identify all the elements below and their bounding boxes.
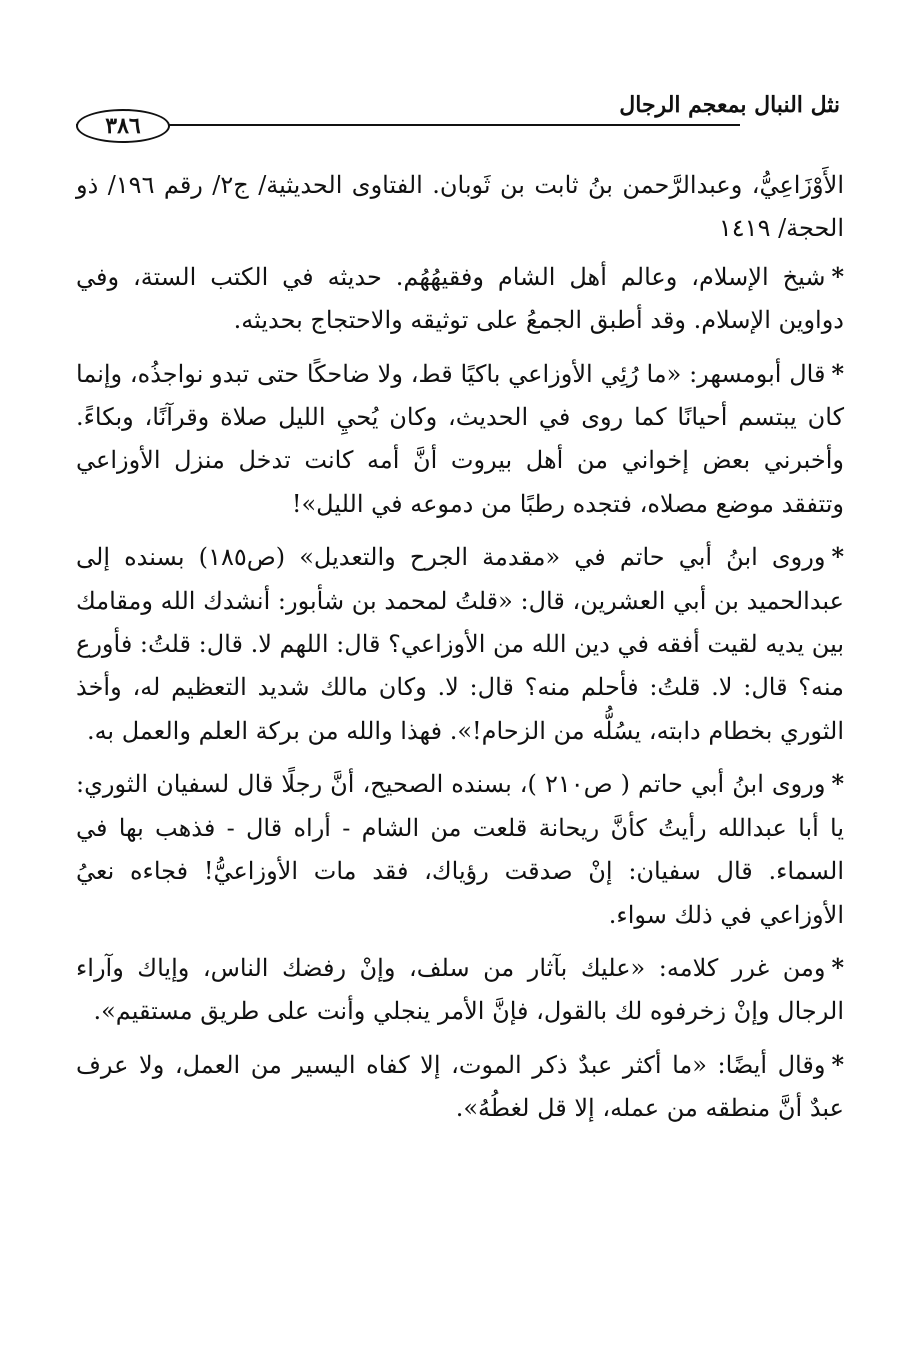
paragraph-text: شيخ الإسلام، وعالم أهل الشام وفقيهُهُم. حديثه في الكتب الستة، وفي دواوين الإسلام. وقد أطبق الجمعُ على توثيقه والاحتجاج بحديثه. — [76, 262, 844, 335]
asterisk-marker: * — [831, 542, 845, 572]
paragraph — [76, 352, 844, 527]
paragraph-continuation — [76, 164, 844, 251]
paragraph-text: ومن غرر كلامه: «عليك بآثار من سلف، وإنْ رفضك الناس، وإياك وآراء الرجال وإنْ زخرفوه لك بالقول، فإنَّ الأمر ينجلي وأنت على طريق مستقيم». — [76, 953, 844, 1026]
paragraph-text: وروى ابنُ أبي حاتم ( ص٢١٠ )، بسنده الصحيح، أنَّ رجلًا قال لسفيان الثوري: يا أبا عبدالله رأيتُ كأنَّ ريحانة قلعت من الشام - أراه قال - فذهب بها في السماء. قال سفيان: إنْ صدقت رؤياك، فقد مات الأوزاعيُّ! فجاءه نعيُ الأوزاعي في ذلك سواء. — [76, 770, 844, 929]
paragraph — [76, 535, 844, 753]
paragraph — [76, 946, 844, 1034]
paragraph — [76, 1043, 844, 1131]
asterisk-marker: * — [831, 769, 845, 799]
asterisk-marker: * — [831, 1049, 844, 1079]
paragraph-text: وقال أيضًا: «ما أكثر عبدٌ ذكر الموت، إلا كفاه اليسير من العمل، ولا عرف عبدٌ أنَّ منطقه من عمله، إلا قل لغطُهُ». — [76, 1050, 844, 1123]
paragraph — [76, 762, 844, 937]
asterisk-marker: * — [831, 358, 844, 388]
header-rule — [76, 124, 740, 126]
asterisk-marker: * — [831, 952, 844, 982]
paragraph — [76, 255, 844, 343]
page-number: ٣٨٦ — [76, 109, 170, 143]
paragraph-text: الأَوْزَاعِيُّ، وعبدالرَّحمن بنُ ثابت بن ثَوبان. الفتاوى الحديثية/ ج٢/ رقم ١٩٦/ ذو الحجة/ ١٤١٩ — [76, 171, 844, 243]
body-text — [76, 164, 844, 1140]
asterisk-marker: * — [831, 261, 844, 291]
running-title: نثل النبال بمعجم الرجال — [619, 92, 840, 118]
paragraph-text: قال أبومسهر: «ما رُئِي الأوزاعي باكيًا قط، ولا ضاحكًا حتى تبدو نواجذُه، وإنما كان يبتسم أحيانًا كما روى في الحديث، وكان يُحيِ الليل صلاة وقرآنًا، وبكاءً. وأخبرني بعض إخواني من أهل بيروت أنَّ أمه كانت تدخل منزل الأوزاعي وتتفقد موضع مصلاه، فتجده رطبًا من دموعه في الليل»! — [76, 359, 844, 518]
paragraph-text: وروى ابنُ أبي حاتم في «مقدمة الجرح والتعديل» (ص١٨٥) بسنده إلى عبدالحميد بن أبي العشرين، قال: «قلتُ لمحمد بن شأبور: أنشدك الله ومقامك بين يديه لقيت أفقه في دين الله من الأوزاعي؟ قال: اللهم لا. قال: قلتُ: فأورع منه؟ قال: لا. قلتُ: فأحلم منه؟ قال: لا. وكان مالك شديد التعظيم له، وأخذ الثوري بخطام دابته، يسُلُّه من الزحام!». فهذا والله من بركة العلم والعمل به. — [76, 543, 844, 745]
